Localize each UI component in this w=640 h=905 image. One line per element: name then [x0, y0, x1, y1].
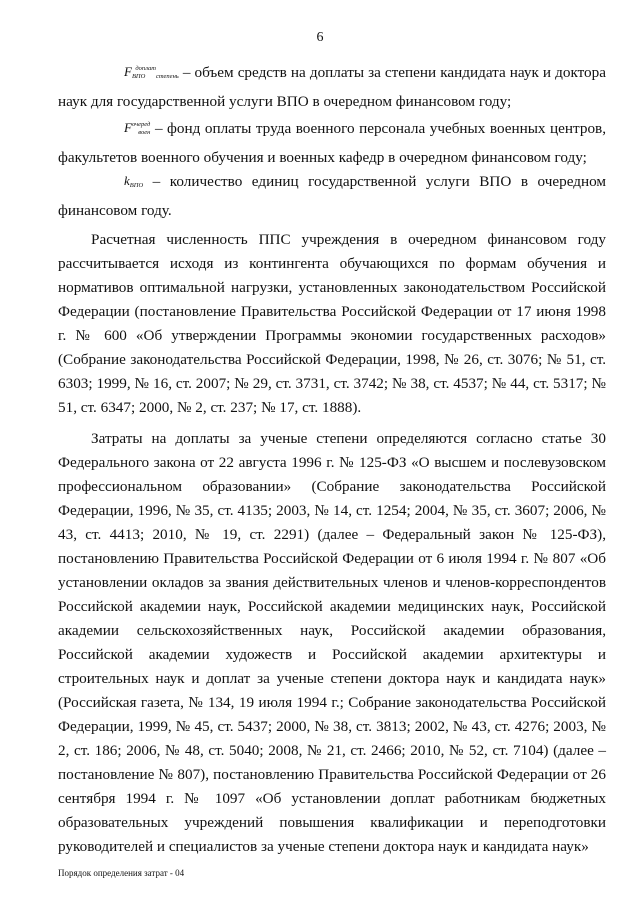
document-body [58, 58, 606, 859]
definition-text: – объем средств на доплаты за степени кандидата наук и доктора наук для государственной услуги ВПО в очередном финансовом году; [58, 64, 606, 110]
formula-symbol: $k_{ВПО}$ [124, 173, 144, 189]
definition-funds-degree-bonus [58, 58, 606, 114]
paragraph-degree-bonus-costs: Затраты на доплаты за ученые степени определяются согласно статье 30 Федерального закона от 22 августа 1996 г. № 125-ФЗ «О высшем и послевузовском профессиональном образовании» (Собрание законодательства Российской Федерации, 1996, № 35, ст. 4135; 2003, № 14, ст. 1254; 2004, № 35, ст. 3607; 2006, № 43, ст. 4413; 2010, № 19, ст. 2291) (далее – Федеральный закон № 125-ФЗ), постановлению Правительства Российской Федерации от 6 июля 1994 г. № 807 «Об установлении окладов за звания действительных членов и членов-корреспондентов Российской академии наук, Российской академии медицинских наук, Российской академии сельскохозяйственных наук, Российской академии образования, Российской академии художеств и Российской академии архитектуры и строительных наук и доплат за ученые степени доктора наук и кандидата наук» (Российская газета, № 134, 19 июля 1994 г.; Собрание законодательства Российской Федерации, 1999, № 45, ст. 5437; 2000, № 38, ст. 3813; 2002, № 43, ст. 4276; 2003, № 2, ст. 186; 2006, № 48, ст. 5040; 2008, № 21, ст. 2466; 2010, № 52, ст. 7104) (далее – постановление № 807), постановлению Правительства Российской Федерации от 26 сентября 1994 г. № 1097 «Об установлении доплат работникам бюджетных образовательных учреждений повышения квалификации и переподготовки руководителей и специалистов за ученые степени доктора наук и кандидата наук» [58, 430, 606, 855]
formula-symbol: $F^{очеред}_{воен}$ [124, 120, 151, 136]
formula-symbol: $F_{ВПО}^{доплат}_{степень}$ [124, 64, 179, 80]
definition-text: – количество единиц государственной услуги ВПО в очередном финансовом году. [58, 173, 607, 219]
paragraph-pps-count: Расчетная численность ППС учреждения в очередном финансовом году рассчитывается исходя из контингента обучающихся по формам обучения и нормативов оптимальной нагрузки, установленных законодательством Российской Федерации (постановление Правительства Российской Федерации от 17 июня 1998 г. № 600 «Об утверждении Программы экономии государственных расходов» (Собрание законодательства Российской Федерации, 1998, № 26, ст. 3076; № 51, ст. 6303; 1999, № 16, ст. 2007; № 29, ст. 3731, ст. 3742; № 38, ст. 4537; № 44, ст. 5317; № 51, ст. 6347; 2000, № 2, ст. 237; № 17, ст. 1888). [58, 231, 606, 416]
footer-note: Порядок определения затрат - 04 [58, 868, 185, 878]
definition-military-payroll [58, 114, 606, 170]
page-number: 6 [316, 30, 324, 45]
definition-text: – фонд оплаты труда военного персонала учебных военных центров, факультетов военного обучения и военных кафедр в очередном финансовом году; [58, 120, 607, 166]
definition-service-units [58, 170, 606, 223]
